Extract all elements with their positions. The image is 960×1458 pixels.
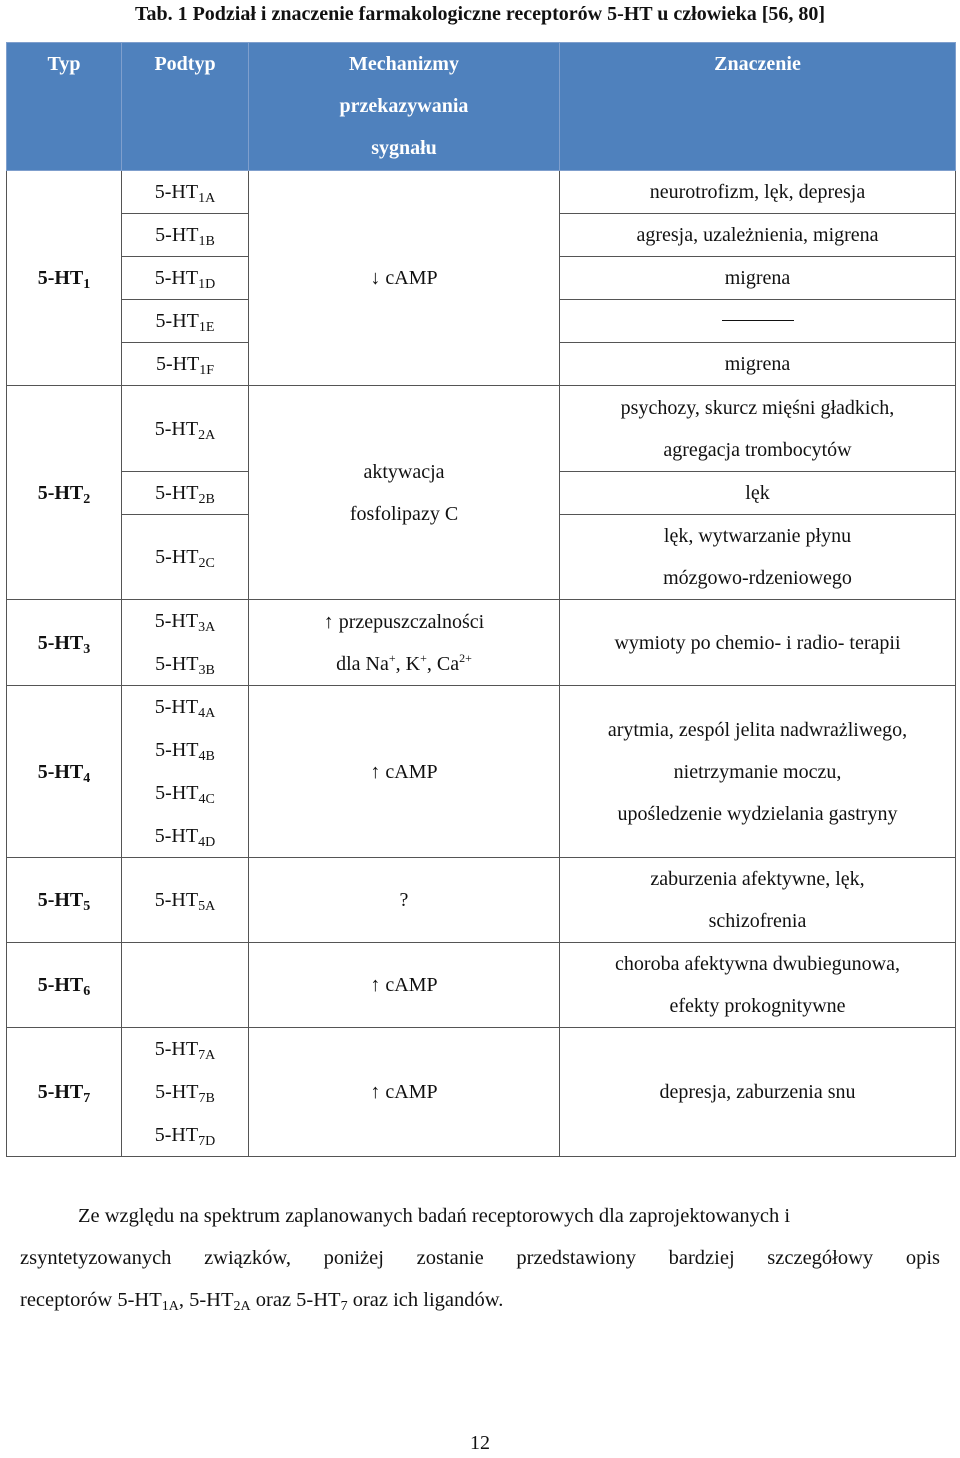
type-5ht1: $5-HT_1$ bbox=[7, 171, 122, 386]
meaning-cell: agresja, uzależnienia, migrena bbox=[560, 214, 956, 257]
subtype-cell: $5-HT_{7B}$ bbox=[122, 1071, 249, 1114]
meaning-5ht5: zaburzenia afektywne, lęk, schizofrenia bbox=[560, 858, 956, 943]
header-type: Typ bbox=[7, 43, 122, 171]
subtype-cell: $5-HT_{2C}$ bbox=[122, 515, 249, 600]
table-row bbox=[7, 943, 956, 1028]
paragraph-line-1: Ze względu na spektrum zaplanowanych badań receptorowych dla zaprojektowanych i bbox=[78, 1205, 791, 1227]
subtype-cell: $5-HT_{1E}$ bbox=[122, 300, 249, 343]
body-paragraph bbox=[20, 1195, 940, 1321]
table-row bbox=[7, 858, 956, 943]
paragraph-line-3: receptorów $5-HT_{1A}$, $5-HT_{2A}$ oraz $5-HT_7$ oraz ich ligandów. bbox=[20, 1289, 504, 1314]
paragraph-line-2: zsyntetyzowanych związków, poniżej zostanie przedstawiony bardziej szczegółowy opis bbox=[20, 1247, 940, 1269]
header-mechanism bbox=[249, 43, 560, 171]
header-subtype: Podtyp bbox=[122, 43, 249, 171]
meaning-5ht6: choroba afektywna dwubiegunowa, efekty prokognitywne bbox=[560, 943, 956, 1028]
mechanism-5ht7: ↑ cAMP bbox=[249, 1028, 560, 1157]
subtype-cell: $5-HT_{4B}$ bbox=[122, 729, 249, 772]
subtype-cell: $5-HT_{1A}$ bbox=[122, 171, 249, 214]
meaning-cell: lęk, wytwarzanie płynu mózgowo-rdzeniowego bbox=[560, 515, 956, 600]
subtype-cell: $5-HT_{2B}$ bbox=[122, 472, 249, 515]
meaning-5ht3: wymioty po chemio- i radio- terapii bbox=[560, 600, 956, 686]
header-mechanism-line1: Mechanizmy bbox=[349, 53, 459, 75]
subtype-cell: $5-HT_{4C}$ bbox=[122, 772, 249, 815]
mechanism-5ht3: ↑ przepuszczalności dla Na+, K+, $Ca^{2+}$ bbox=[249, 600, 560, 686]
table-row bbox=[7, 1028, 956, 1071]
table-caption: Tab. 1 Podział i znaczenie farmakologiczne receptorów 5-HT u człowieka [56, 80] bbox=[134, 3, 826, 25]
type-5ht5: $5-HT_5$ bbox=[7, 858, 122, 943]
meaning-cell bbox=[560, 300, 956, 343]
type-5ht4: $5-HT_4$ bbox=[7, 686, 122, 858]
table-row bbox=[7, 171, 956, 214]
header-mechanism-line2: przekazywania bbox=[339, 95, 469, 117]
mechanism-5ht2: aktywacja fosfolipazy C bbox=[249, 386, 560, 600]
subtype-cell: $5-HT_{1D}$ bbox=[122, 257, 249, 300]
no-data-dash bbox=[722, 300, 794, 321]
meaning-cell: psychozy, skurcz mięśni gładkich, agregacja trombocytów bbox=[560, 386, 956, 472]
table-header-row bbox=[7, 43, 956, 171]
subtype-cell: $5-HT_{4A}$ bbox=[122, 686, 249, 729]
type-5ht3: $5-HT_3$ bbox=[7, 600, 122, 686]
subtype-cell: $5-HT_{1F}$ bbox=[122, 343, 249, 386]
subtype-cell: $5-HT_{2A}$ bbox=[122, 386, 249, 472]
subtype-cell: $5-HT_{1B}$ bbox=[122, 214, 249, 257]
type-5ht6: $5-HT_6$ bbox=[7, 943, 122, 1028]
meaning-cell: neurotrofizm, lęk, depresja bbox=[560, 171, 956, 214]
subtype-cell: $5-HT_{7D}$ bbox=[122, 1114, 249, 1157]
subtype-cell: $5-HT_{3A}$ bbox=[122, 600, 249, 643]
mechanism-5ht6: ↑ cAMP bbox=[249, 943, 560, 1028]
subtype-cell: $5-HT_{4D}$ bbox=[122, 815, 249, 858]
type-5ht2: $5-HT_2$ bbox=[7, 386, 122, 600]
header-meaning: Znaczenie bbox=[560, 43, 956, 171]
table-row bbox=[7, 686, 956, 729]
mechanism-5ht1: ↓ cAMP bbox=[249, 171, 560, 386]
type-5ht7: $5-HT_7$ bbox=[7, 1028, 122, 1157]
table-row bbox=[7, 600, 956, 643]
page-number: 12 bbox=[470, 1432, 490, 1454]
meaning-cell: lęk bbox=[560, 472, 956, 515]
meaning-5ht4: arytmia, zespól jelita nadwrażliwego, nietrzymanie moczu, upośledzenie wydzielania gastryny bbox=[560, 686, 956, 858]
meaning-5ht7: depresja, zaburzenia snu bbox=[560, 1028, 956, 1157]
mechanism-5ht5: ? bbox=[249, 858, 560, 943]
meaning-cell: migrena bbox=[560, 343, 956, 386]
subtype-cell: $5-HT_{3B}$ bbox=[122, 643, 249, 686]
header-mechanism-line3: sygnału bbox=[371, 137, 437, 159]
table-row bbox=[7, 386, 956, 472]
meaning-cell: migrena bbox=[560, 257, 956, 300]
subtype-cell: $5-HT_{5A}$ bbox=[122, 858, 249, 943]
subtype-cell: $5-HT_{7A}$ bbox=[122, 1028, 249, 1071]
receptor-table bbox=[6, 42, 956, 1157]
mechanism-5ht4: ↑ cAMP bbox=[249, 686, 560, 858]
subtype-cell-empty bbox=[122, 943, 249, 1028]
